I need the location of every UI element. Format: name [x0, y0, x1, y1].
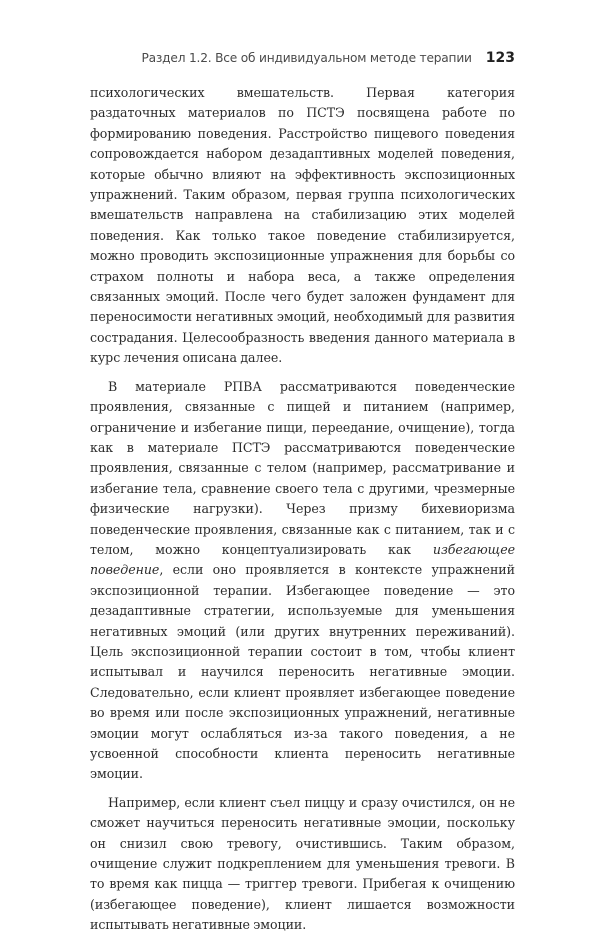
page-number: 123 [485, 50, 515, 66]
running-head: Раздел 1.2. Все об индивидуальном методе терапии [141, 51, 472, 65]
paragraph-1: психологических вмешательств. Первая категория раздаточных материалов по ПСТЭ посвящена работе по формированию поведения. Расстройство пищевого поведения сопровождается набором дезадаптивных моделей поведения, которые обычно влияют на эффективность экспозиционных упражнений. Таким образом, первая группа психологических вмешательств направлена на стабилизацию этих моделей поведения. Как только такое поведение стабилизируется, можно проводить экспозиционные упражнения для борьбы со страхом полноты и набора веса, а также определения связанных эмоций. После чего будет заложен фундамент для переносимости негативных эмоций, необходимый для развития сострадания. Целесообразность введения данного материала в курс лечения описана далее. [90, 85, 515, 366]
page-header [90, 50, 515, 70]
paragraph-2-italic-term: избегающее поведение [90, 541, 515, 578]
paragraph-3: Например, если клиент съел пиццу и сразу очистился, он не сможет научиться переносить негативные эмоции, поскольку он снизил свою тревогу, очистившись. Таким образом, очищение служит подкреплением для уменьшения тревоги. В то время как пицца — триггер тревоги. Прибегая к очищению (избегающее поведение), клиент лишается возможности испытывать негативные эмоции. [90, 794, 515, 933]
paragraph-2-text-end: , если оно проявляется в контексте упражнений экспозиционной терапии. Избегающее поведение — это дезадаптивные стратегии, используемые для уменьшения негативных эмоций (или других внутренних переживаний). Цель экспозиционной терапии состоит в том, чтобы клиент испытывал и научился переносить негативные эмоции. Следовательно, если клиент проявляет избегающее поведение во время или после экспозиционных упражнений, негативные эмоции могут ослабляться из-за такого поведения, а не усвоенной способности клиента переносить негативные эмоции. [90, 562, 515, 782]
body-text [90, 83, 515, 944]
paragraph-2 [90, 377, 515, 785]
paragraph-2-text-start: В материале РПВА рассматриваются поведенческие проявления, связанные с пищей и питанием (например, ограничение и избегание пищи, переедание, очищение), тогда как в материале ПСТЭ рассматриваются поведенческие проявления, связанные с телом (например, рассматривание и избегание тела, сравнение своего тела с другими, чрезмерные физические нагрузки). Через призму бихевиоризма поведенческие проявления, связанные как с питанием, так и с телом, можно концептуализировать как [90, 378, 515, 557]
